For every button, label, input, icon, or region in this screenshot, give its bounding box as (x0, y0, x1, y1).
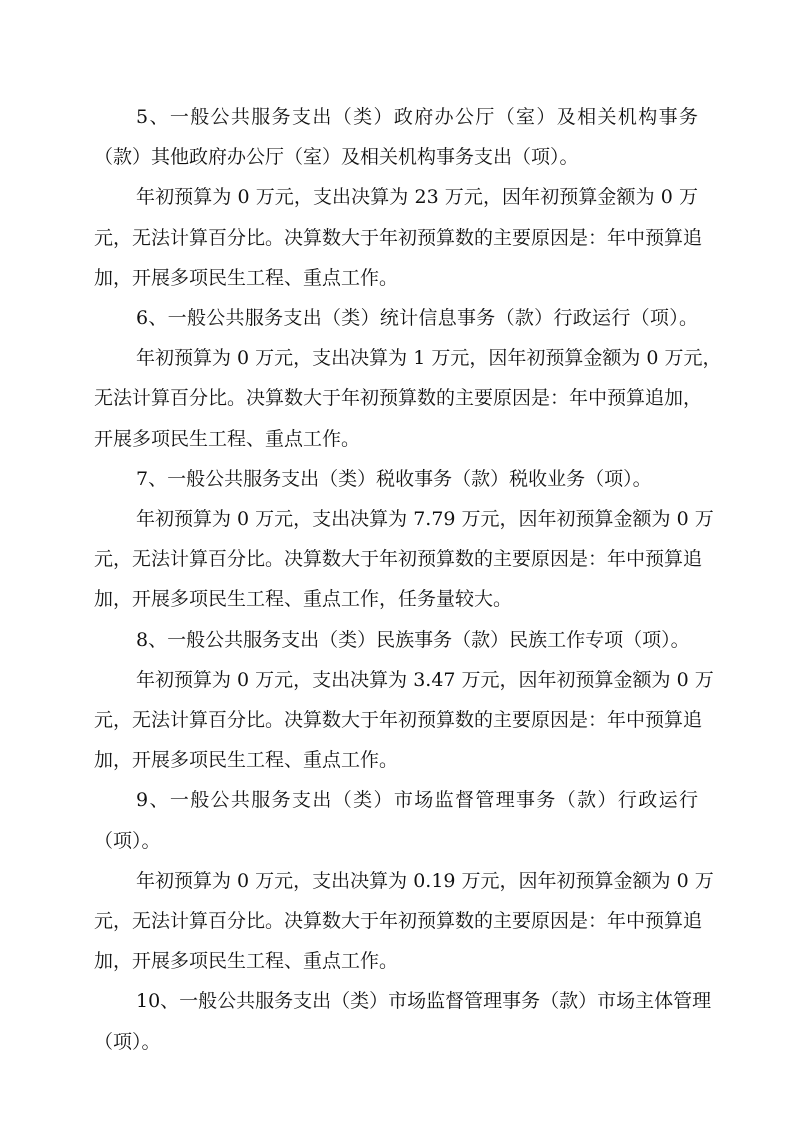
paragraph-line: 10、一般公共服务支出（类）市场监督管理事务（款）市场主体管理 (136, 990, 712, 1012)
paragraph-line: 元，无法计算百分比。决算数大于年初预算数的主要原因是：年中预算追 (94, 709, 703, 731)
paragraph-line: 元，无法计算百分比。决算数大于年初预算数的主要原因是：年中预算追 (94, 227, 703, 249)
paragraph-line: 加，开展多项民生工程、重点工作，任务量较大。 (94, 588, 513, 610)
paragraph-line: 年初预算为 0 万元，支出决算为 1 万元，因年初预算金额为 0 万元， (136, 347, 722, 369)
paragraph-line: （款）其他政府办公厅（室）及相关机构事务支出（项）。 (94, 146, 579, 168)
paragraph-line: 6、一般公共服务支出（类）统计信息事务（款）行政运行（项）。 (136, 307, 698, 329)
paragraph-line: 加，开展多项民生工程、重点工作。 (94, 267, 399, 289)
paragraph-line: 9、一般公共服务支出（类）市场监督管理事务（款）行政运行 (136, 789, 698, 811)
paragraph-line: 加，开展多项民生工程、重点工作。 (94, 749, 399, 771)
paragraph-line: 年初预算为 0 万元，支出决算为 23 万元，因年初预算金额为 0 万 (136, 186, 698, 208)
paragraph-line: （项）。 (94, 1031, 161, 1053)
paragraph-line: 无法计算百分比。决算数大于年初预算数的主要原因是：年中预算追加， (94, 387, 703, 409)
paragraph-line: 5、一般公共服务支出（类）政府办公厅（室）及相关机构事务 (136, 106, 698, 128)
paragraph-line: 8、一般公共服务支出（类）民族事务（款）民族工作专项（项）。 (136, 629, 690, 651)
paragraph-line: 元，无法计算百分比。决算数大于年初预算数的主要原因是：年中预算追 (94, 548, 703, 570)
paragraph-line: 7、一般公共服务支出（类）税收事务（款）税收业务（项）。 (136, 468, 652, 490)
paragraph-line: 加，开展多项民生工程、重点工作。 (94, 950, 399, 972)
paragraph-line: 年初预算为 0 万元，支出决算为 3.47 万元，因年初预算金额为 0 万 (136, 669, 714, 691)
paragraph-line: 元，无法计算百分比。决算数大于年初预算数的主要原因是：年中预算追 (94, 910, 703, 932)
paragraph-line: 开展多项民生工程、重点工作。 (94, 428, 361, 450)
paragraph-line: 年初预算为 0 万元，支出决算为 7.79 万元，因年初预算金额为 0 万 (136, 508, 714, 530)
paragraph-line: （项）。 (94, 830, 161, 852)
paragraph-line: 年初预算为 0 万元，支出决算为 0.19 万元，因年初预算金额为 0 万 (136, 870, 714, 892)
